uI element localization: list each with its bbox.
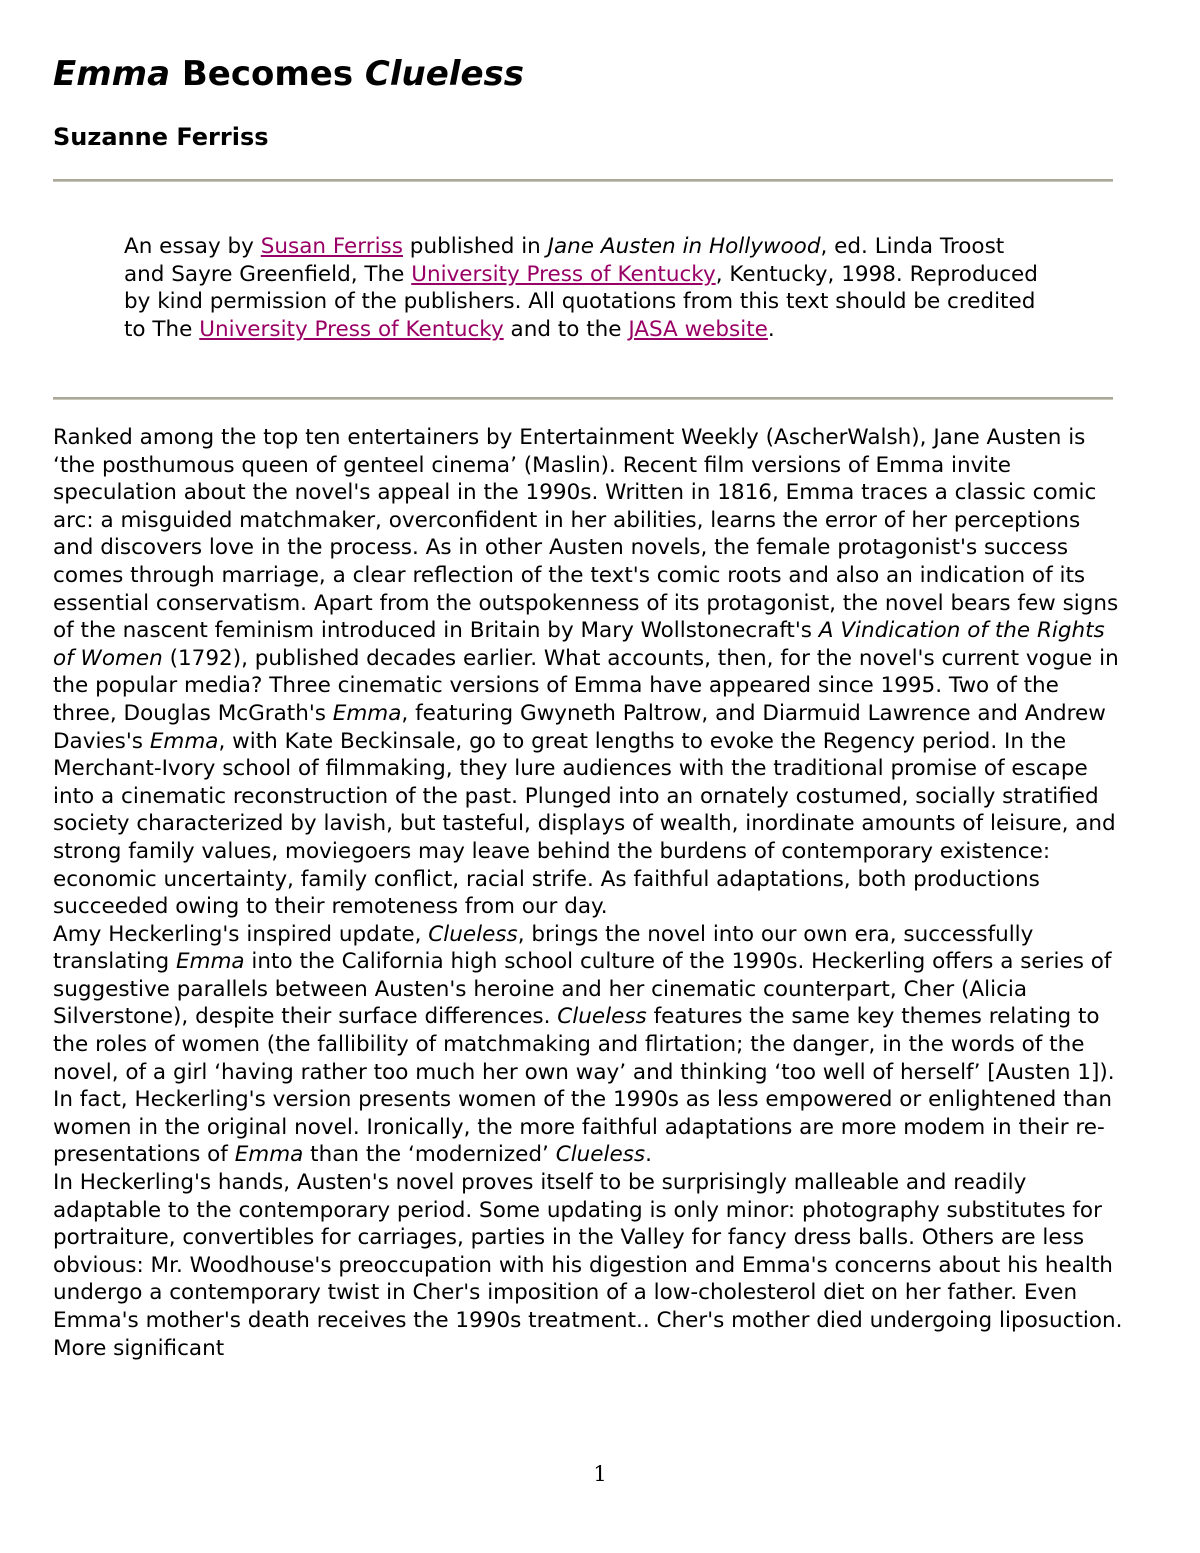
title-emma: Emma [53, 54, 171, 94]
book-title: Jane Austen in Hollywood [547, 234, 821, 259]
p2-novel-emma: Emma [175, 949, 245, 975]
p1-text-e: , featuring Gwyneth Paltrow, and Diarmuid Lawrence and Andrew Davies's [53, 700, 1106, 754]
essay-body [53, 424, 1123, 1362]
p1-text-a: Ranked among the top ten entertainers by Entertainment Weekly (AscherWalsh), Jane Austen is ‘the posthumous queen of genteel cinema’ (Maslin). Recent film versions of Emma invite speculation about the novel's appeal in the 1990s. Written in 1816, Emma traces a classic comic arc: a misguided matchmaker, overconfident in her abilities, learns the error of her perceptions and discovers love in the process. As in other Austen novels, the female protagonist's success comes through marriage, a clear reflection of the text's comic roots and also an indication of its essential conservatism. Apart from the outspokenness of its protagonist, the novel bears few signs of the nascent feminism introduced in Britain by Mary Wollstonecraft's [53, 425, 1119, 644]
note-text-2: published in [402, 234, 548, 259]
title-clueless: Clueless [364, 54, 524, 94]
top-divider [53, 179, 1113, 182]
author-name: Suzanne Ferriss [53, 123, 269, 151]
p1-text-g: , with Kate Beckinsale, go to great lengths to evoke the Regency period. In the Merchant-Ivory school of filmmaking, they lure audiences with the traditional promise of escape into a cinematic reconstruction of the past. Plunged into an ornately costumed, socially stratified society characterized by lavish, but tasteful, displays of wealth, inordinate amounts of leisure, and strong family values, moviegoers may leave behind the burdens of contemporary existence: economic uncertainty, family conflict, racial strife. As faithful adaptations, both productions succeeded owing to their remoteness from our day. [53, 728, 1116, 920]
page-title [53, 52, 524, 96]
link-university-press-2[interactable]: University Press of Kentucky [199, 316, 504, 342]
title-becomes: Becomes [170, 54, 365, 94]
note-text-1: An essay by [124, 234, 261, 259]
p1-text-c: (1792), published decades earlier. What accounts, then, for the novel's current vogue in the popular media? Three cinematic versions of Emma have appeared since 1995. Two of the three, Douglas McGrath's [53, 645, 1119, 726]
p2-film-clueless-3: Clueless [555, 1142, 646, 1168]
note-text-5: and to the [503, 316, 629, 342]
p1-film-emma-lawrence: Emma [149, 728, 219, 754]
note-text-4: , Kentucky, 1998. Reproduced by kind permission of the publishers. All quotations from this text should be credited to The [124, 261, 1038, 342]
note-text-3: , ed. Linda Troost and Sayre Greenfield, The [124, 234, 1005, 287]
p2-text-i: than the ‘modernized’ [303, 1142, 556, 1168]
p2-novel-emma-2: Emma [234, 1142, 304, 1168]
p2-film-clueless: Clueless [428, 921, 518, 947]
p2-text-a: Amy Heckerling's inspired update, [53, 921, 429, 947]
link-university-press-1[interactable]: University Press of Kentucky [411, 261, 716, 287]
paragraph-3: In Heckerling's hands, Austen's novel proves itself to be surprisingly malleable and readily adaptable to the contemporary period. Some updating is only minor: photography substitutes for portraiture, convertibles for carriages, parties in the Valley for fancy dress balls. Others are less obvious: Mr. Woodhouse's preoccupation with his digestion and Emma's concerns about his health undergo a contemporary twist in Cher's imposition of a low-cholesterol diet on her father. Even Emma's mother's death receives the 1990s treatment.. Cher's mother died undergoing liposuction. More significant [53, 1170, 1123, 1361]
p2-text-g: features the same key themes relating to the roles of women (the fallibility of matchmaking and flirtation; the danger, in the words of the novel, of a girl ‘having rather too much her own way’ and thinking ‘too well of herself’ [Austen 1]). In fact, Heckerling's version presents women of the 1990s as less empowered or enlightened than women in the original novel. Ironically, the more faithful adaptations are more modem in their re-presentations of [53, 1004, 1115, 1168]
paragraph-2 [53, 921, 1123, 1169]
link-susan-ferriss[interactable]: Susan Ferriss [260, 234, 403, 259]
paragraph-1 [53, 424, 1123, 921]
p1-film-emma-mcgrath: Emma [332, 700, 402, 726]
link-jasa-website[interactable]: JASA website [628, 316, 768, 342]
note-text-6: . [767, 316, 775, 342]
p2-text-c: , brings the novel into our own era, successfully translating [53, 921, 1034, 975]
p1-book-vindication: A Vindication of the Rights of Women [53, 618, 1105, 671]
publication-note [124, 233, 1044, 343]
p2-text-e: into the California high school culture of the 1990s. Heckerling offers a series of suggestive parallels between Austen's heroine and her cinematic counterpart, Cher (Alicia Silverstone), despite their surface differences. [53, 949, 1112, 1030]
bottom-divider [53, 397, 1113, 400]
page-number: 1 [593, 1462, 607, 1486]
p2-text-k: . [645, 1142, 652, 1168]
p2-film-clueless-2: Clueless [557, 1004, 647, 1030]
